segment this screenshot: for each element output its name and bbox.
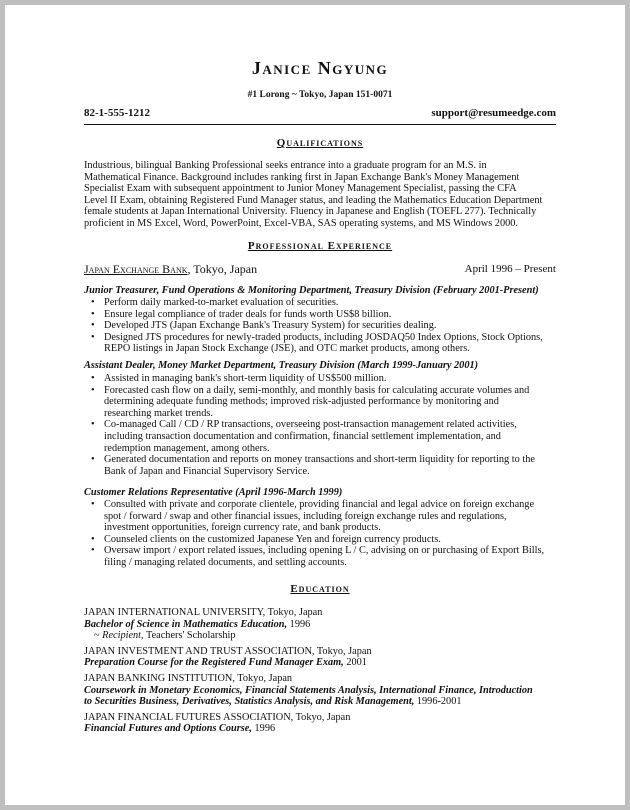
email: support@resumeedge.com bbox=[431, 107, 556, 119]
bullet-item: • Designed JTS procedures for newly-traded products, including JOSDAQ50 Index Options, Stock Options, REPO listings in Japan Stock Exchange (JSE), and OTC market products, among others. bbox=[84, 332, 556, 355]
employer-location: , Tokyo, Japan bbox=[187, 262, 258, 276]
degree: Coursework in Monetary Economics, Financial Statements Analysis, International Finance, Introduction bbox=[84, 684, 533, 696]
role-title: Junior Treasurer, Fund Operations & Monitoring Department, Treasury Division (February 2001-Present) bbox=[84, 285, 539, 296]
degree: Bachelor of Science in Mathematics Education, 1996 bbox=[84, 618, 311, 630]
experience-heading: Professional Experience bbox=[247, 240, 393, 252]
qualifications-line: Mathematical Finance. Background includes ranking first in Japan Exchange Bank's Money Management bbox=[84, 171, 520, 183]
institution: JAPAN INTERNATIONAL UNIVERSITY, Tokyo, Japan bbox=[84, 607, 323, 618]
qualifications-line: Level II Exam, obtaining Registered Fund Manager status, and leading the Mathematics Education Department bbox=[84, 194, 543, 206]
employer-line bbox=[84, 264, 556, 276]
bullet-item: • Oversaw import / export related issues, including opening L / C, advising on or purchasing of Export Bills, filing / managing related documents, and settling accounts. bbox=[84, 545, 556, 568]
applicant-name: Janice Ngyung bbox=[251, 58, 389, 78]
qualifications-heading: Qualifications bbox=[276, 137, 364, 149]
institution: JAPAN INVESTMENT AND TRUST ASSOCIATION, Tokyo, Japan bbox=[84, 645, 372, 657]
bullet-item: • Ensure legal compliance of trader deals for funds worth US$8 billion. bbox=[84, 309, 556, 321]
institution: JAPAN BANKING INSTITUTION, Tokyo, Japan bbox=[84, 672, 293, 684]
education-heading: Education bbox=[290, 583, 350, 595]
bullet-item: • Consulted with private and corporate clientele, providing financial and legal advice on foreign exchange spot / forward / swap and other financial issues, including foreign exchange rules and regulations, investment opportunities, foreign currency rate, and bank products. bbox=[84, 499, 556, 534]
role-bullets bbox=[84, 297, 556, 355]
phone: 82-1-555-1212 bbox=[84, 107, 150, 119]
degree: Preparation Course for the Registered Fund Manager Exam, 2001 bbox=[84, 657, 367, 669]
bullet-item: • Co-managed Call / CD / RP transactions, overseeing post-transaction management related activities, including transaction documentation and confirmation, financial settlement implementation, and redemption management, among others. bbox=[84, 419, 556, 454]
bullet-item: • Forecasted cash flow on a daily, semi-monthly, and monthly basis for calculating accurate volumes and determining adequate funding methods; improved risk-adjusted performance by monitoring and researching market trends. bbox=[84, 385, 556, 420]
qualifications-line: female students at Japan International University. Fluency in Japanese and English (TOEFL 277). Technically bbox=[84, 206, 537, 218]
bullet-item: • Developed JTS (Japan Exchange Bank's Treasury System) for securities dealing. bbox=[84, 320, 556, 332]
address: #1 Lorong ~ Tokyo, Japan 151-0071 bbox=[247, 90, 393, 100]
bullet-item: • Perform daily marked-to-market evaluation of securities. bbox=[84, 297, 556, 309]
employer-name: Japan Exchange Bank bbox=[84, 262, 188, 276]
header-rule bbox=[84, 124, 556, 125]
degree: to Securities Business, Derivatives, Statistics Analysis, and Risk Management, 1996-2001 bbox=[84, 696, 462, 708]
role-title: Customer Relations Representative (April 1996-March 1999) bbox=[84, 487, 343, 498]
education-list bbox=[84, 607, 556, 735]
role-bullets bbox=[84, 499, 556, 569]
bullet-item: • Counseled clients on the customized Japanese Yen and foreign currency products. bbox=[84, 534, 556, 546]
role-title: Assistant Dealer, Money Market Department, Treasury Division (March 1999-January 2001) bbox=[84, 360, 479, 371]
institution: JAPAN FINANCIAL FUTURES ASSOCIATION, Tokyo, Japan bbox=[84, 711, 351, 723]
qualifications-line: Industrious, bilingual Banking Professional seeks entrance into a graduate program for an M.S. in bbox=[84, 160, 487, 171]
qualifications-line: Specialist Exam with subsequent appointment to Junior Money Management Specialist, passing the CFA bbox=[84, 183, 517, 195]
degree: Financial Futures and Options Course, 1996 bbox=[84, 723, 276, 735]
award: ~ Recipient, Teachers' Scholarship bbox=[94, 630, 236, 642]
bullet-item: • Generated documentation and reports on money transactions and short-term liquidity for reporting to the Bank of Japan and Financial Supervisory Service. bbox=[84, 454, 556, 477]
bullet-item: • Assisted in managing bank's short-term liquidity of US$500 million. bbox=[84, 373, 556, 385]
role-bullets bbox=[84, 373, 556, 477]
qualifications-text bbox=[84, 160, 556, 230]
qualifications-line: proficient in MS Excel, Word, PowerPoint, Excel-VBA, SAS operating systems, and MS Windows 2000. bbox=[84, 217, 518, 229]
employment-dates: April 1996 – Present bbox=[464, 263, 556, 275]
